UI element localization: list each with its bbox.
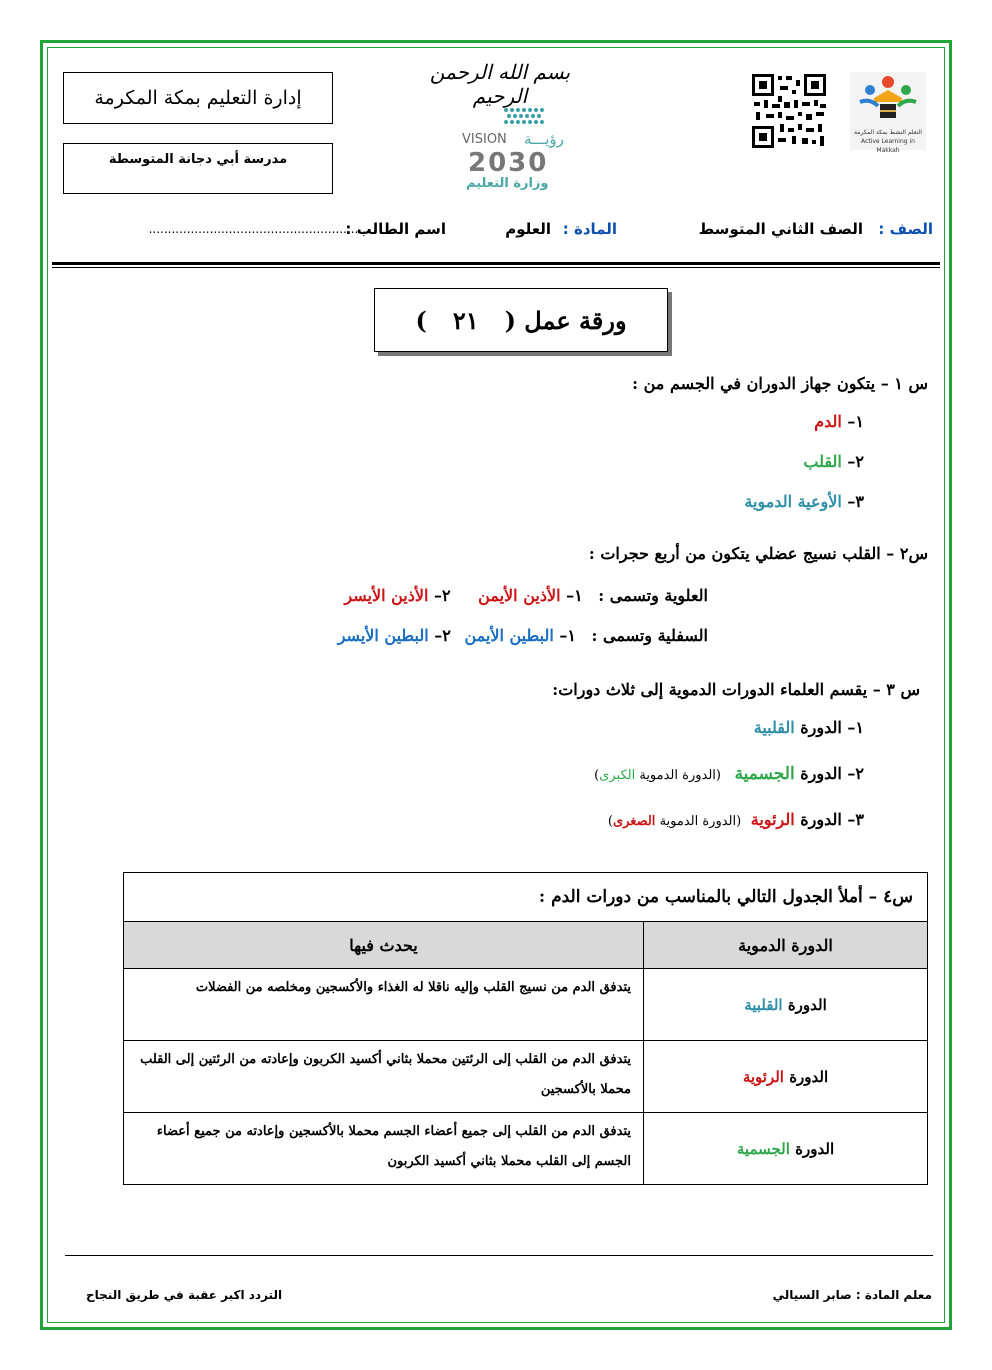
q3-item-1-num: ١– (847, 718, 864, 737)
q3-item-1-name: القلبية (753, 718, 795, 737)
col-desc-header: يحدث فيها (124, 922, 644, 969)
q3-item-2-name: الجسمية (734, 764, 795, 784)
logo-text-ar: التعلم النشط بمكة المكرمة (854, 129, 922, 136)
q1-item-3-num: ٣– (847, 492, 864, 511)
q3-item-3-note-close: ) (607, 814, 613, 829)
teacher-name: معلم المادة : صابر السيالي (772, 1288, 932, 1302)
col-cycle-header: الدورة الدموية (644, 922, 928, 969)
subject-label: المادة : (562, 220, 617, 238)
worksheet-close: ) (415, 305, 427, 335)
cycle-name: الرئوية (742, 1067, 784, 1086)
q2 (589, 544, 928, 563)
q1-item-3-text: الأوعية الدموية (744, 492, 842, 511)
q1-item-2-text: القلب (803, 452, 842, 471)
q3-item-3-note-open: (الدورة الدموية (659, 814, 742, 829)
q2-upper-2-num: ٢– (434, 586, 451, 605)
worksheet-title (374, 288, 668, 352)
circulation-table (123, 872, 928, 1185)
qr-code[interactable] (750, 72, 828, 150)
ministry-text: وزارة التعليم (466, 176, 549, 191)
q3-item-2-note-open: (الدورة الدموية (639, 768, 721, 783)
q3-item-3-word: الدورة (800, 810, 842, 829)
student-label: اسم الطالب : (345, 220, 446, 238)
q3-item-3 (608, 810, 864, 829)
vision-year-text: 2030 (468, 148, 549, 178)
q1-item-2 (803, 452, 864, 471)
q3-item-1-word: الدورة (800, 718, 842, 737)
q2-lower-1-num: ١– (559, 626, 576, 645)
cycle-cell (644, 1113, 928, 1185)
q3-text: – يقسم العلماء الدورات الدموية إلى ثلاث دورات: (552, 680, 881, 699)
subject-value: العلوم (505, 220, 551, 238)
q3-item-2-note-color: الكبرى (599, 768, 636, 783)
q3-item-2-note (594, 768, 721, 783)
basmala: بسم الله الرحمن الرحيم (429, 60, 571, 108)
q1-item-1-text: الدم (814, 412, 842, 431)
student-name-field[interactable]: ......................................................... (148, 222, 366, 236)
q2-lower-2-num: ٢– (434, 626, 451, 645)
q2-upper-row (344, 586, 708, 605)
q2-prefix: س٢ (899, 544, 928, 563)
cycle-word: الدورة (795, 1139, 835, 1158)
grade-label: الصف : (878, 220, 933, 238)
table-header (124, 922, 928, 969)
q2-lower-1: البطين الأيمن (464, 626, 554, 645)
cycle-cell (644, 969, 928, 1041)
q4-row (124, 873, 928, 922)
department-box (63, 72, 333, 124)
school-box (63, 143, 333, 194)
q3-prefix: س ٣ (886, 680, 920, 699)
cycle-word: الدورة (787, 995, 827, 1014)
q3-item-3-num: ٣– (847, 810, 864, 829)
q1-item-1 (814, 412, 864, 431)
q2-upper-1-num: ١– (566, 586, 583, 605)
desc-cell: يتدفق الدم من القلب إلى جميع أعضاء الجسم محملا بالأكسجين وإعادته من جميع أعضاء الجسم إلى القلب محملا بثاني أكسيد الكربون (124, 1113, 644, 1185)
q3-item-3-note-color: الصغرى (612, 814, 656, 829)
q2-text: – القلب نسيج عضلي يتكون من أربع حجرات : (588, 544, 895, 563)
cycle-word: الدورة (789, 1067, 829, 1086)
q1-text: – يتكون جهاز الدوران في الجسم من : (632, 374, 889, 393)
table-row (124, 969, 928, 1041)
desc-cell: يتدفق الدم من نسيج القلب وإليه ناقلا له الغذاء والأكسجين ومخلصه من الفضلات (124, 969, 644, 1041)
header-rule-thin (52, 267, 940, 268)
table-row (124, 1113, 928, 1185)
q2-lower-label: السفلية وتسمى : (591, 626, 708, 645)
school-name: مدرسة أبي دجانة المتوسطة (108, 152, 288, 167)
cycle-cell (644, 1041, 928, 1113)
q2-upper-label: العلوية وتسمى : (598, 586, 708, 605)
table-row (124, 1041, 928, 1113)
q2-upper-1: الأذين الأيمن (478, 586, 561, 605)
q3-item-3-note (608, 814, 741, 829)
department-name: إدارة التعليم بمكة المكرمة (94, 87, 302, 109)
qr-code-icon (750, 72, 828, 150)
q3-item-2-word: الدورة (800, 764, 842, 783)
vision-en-text: VISION (462, 132, 507, 147)
info-row (0, 220, 933, 244)
q2-lower-row (338, 626, 708, 645)
header-rule-thick (52, 262, 940, 265)
footer-rule (65, 1255, 933, 1256)
cycle-name: القلبية (744, 995, 783, 1014)
q3 (552, 680, 920, 699)
logo-text-en: Active Learning in Makkah (861, 138, 915, 154)
q1-item-3 (744, 492, 864, 511)
q2-upper-2: الأذين الأيسر (344, 586, 429, 605)
q1-item-2-num: ٢– (847, 452, 864, 471)
q1 (632, 374, 928, 393)
vision-ar-text: رؤيـــة (524, 130, 564, 148)
worksheet-label: ورقة عمل ( (504, 305, 627, 335)
q3-item-1 (754, 718, 864, 737)
q3-item-2-note-close: ) (594, 768, 600, 783)
q2-lower-2: البطين الأيسر (337, 626, 429, 645)
desc-cell: يتدفق الدم من القلب إلى الرئتين محملا بثاني أكسيد الكربون وإعادته من الرئتين إلى القلب محملا بالأكسجين (124, 1041, 644, 1113)
cycle-name: الجسمية (736, 1139, 790, 1158)
q3-item-2-num: ٢– (847, 764, 864, 783)
grade-value: الصف الثاني المتوسط (698, 220, 863, 238)
q4-text: س٤ – أملأ الجدول التالي بالمناسب من دورات الدم : (124, 873, 928, 922)
people-logo-icon (850, 72, 926, 128)
footer-motto: التردد اكبر عقبة في طريق النجاح (86, 1288, 283, 1302)
q1-item-1-num: ١– (847, 412, 864, 431)
q1-prefix: س ١ (894, 374, 928, 393)
q3-item-3-name: الرئوية (750, 810, 795, 829)
q3-item-2 (594, 764, 864, 784)
worksheet-number: ٢١ (452, 305, 479, 335)
vision-2030-logo (462, 102, 582, 194)
active-learning-logo (850, 72, 926, 154)
